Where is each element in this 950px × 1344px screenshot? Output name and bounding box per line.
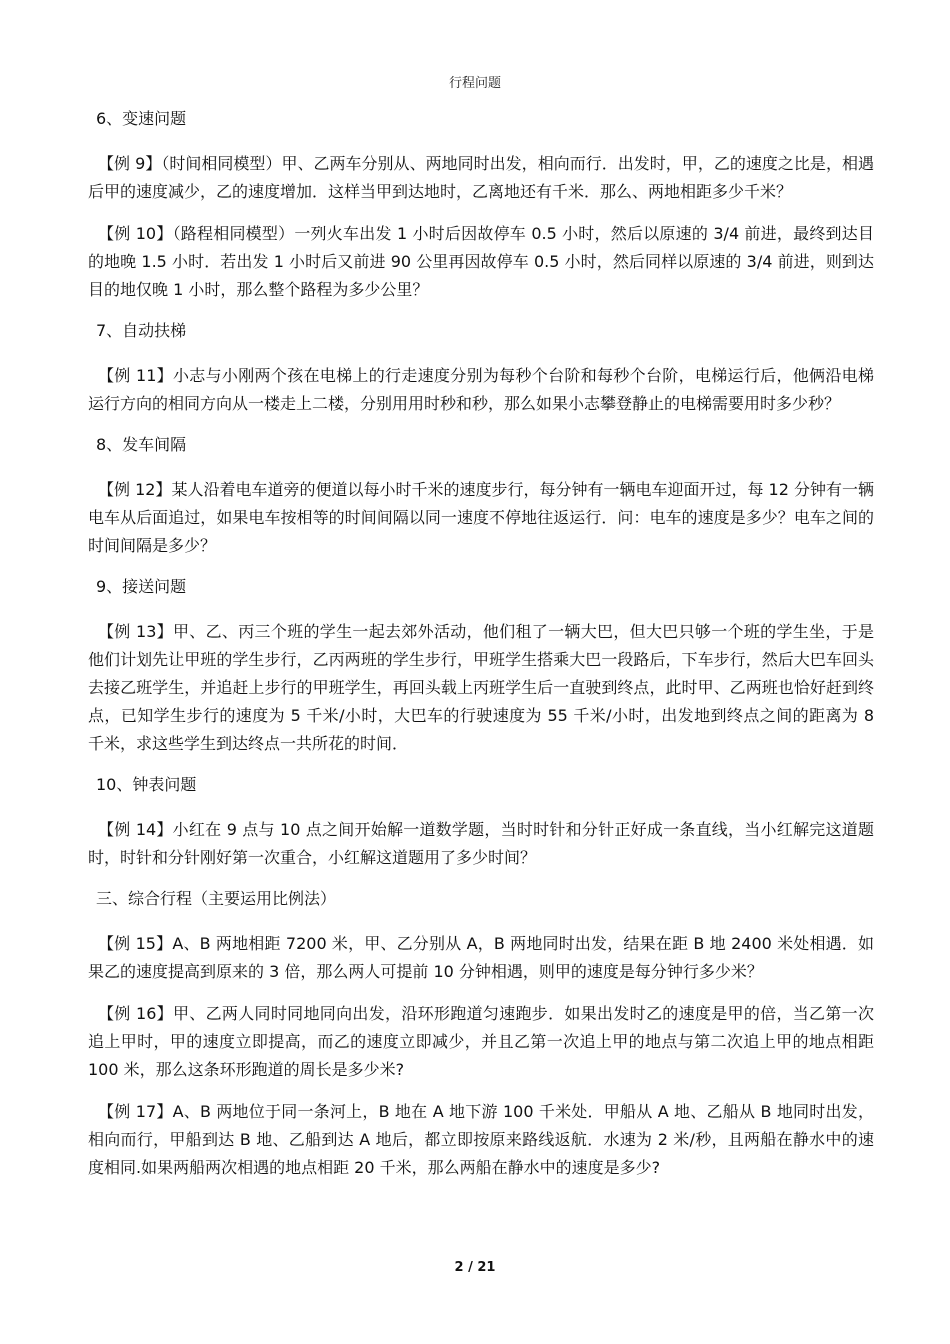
- example-12: [88, 476, 874, 560]
- document-body: [88, 102, 874, 1192]
- example-16: [88, 1000, 874, 1084]
- example-13: [88, 618, 874, 758]
- example-text: 小红在 9 点与 10 点之间开始解一道数学题，当时时针和分针正好成一条直线，当小红解完这道题时，时针和分针刚好第一次重合，小红解这道题用了多少时间？: [88, 820, 874, 867]
- page-header: 行程问题: [448, 76, 501, 91]
- example-10: [88, 220, 874, 304]
- example-label: 【例 11】: [98, 366, 173, 385]
- example-text: 甲、乙、丙三个班的学生一起去郊外活动，他们租了一辆大巴，但大巴只够一个班的学生坐，于是他们计划先让甲班的学生步行，乙丙两班的学生步行，甲班学生搭乘大巴一段路后，下车步行，然后大巴车回头去接乙班学生，并追赶上步行的甲班学生，再回头载上丙班学生后一直驶到终点，此时甲、乙两班也恰好赶到终点，已知学生步行的速度为 5 千米/小时，大巴车的行驶速度为 55 千米/小时，出发地到终点之间的距离为 8 千米，求这些学生到达终点一共所花的时间．: [88, 622, 874, 753]
- example-label: 【例 13】: [98, 622, 173, 641]
- example-15: [88, 930, 874, 986]
- example-14: [88, 816, 874, 872]
- example-label: 【例 10】: [98, 224, 173, 243]
- page-number: 2 / 21: [454, 1260, 496, 1275]
- section-departure-interval: [88, 428, 874, 560]
- example-9: [88, 150, 874, 206]
- section-comprehensive: [88, 882, 874, 1182]
- section-heading: 7、自动扶梯: [96, 321, 187, 340]
- section-variable-speed: [88, 102, 874, 304]
- example-label: 【例 12】: [98, 480, 172, 499]
- section-heading: 三、综合行程（主要运用比例法）: [96, 889, 337, 908]
- example-17: [88, 1098, 874, 1182]
- section-escalator: [88, 314, 874, 418]
- section-shuttle: [88, 570, 874, 758]
- example-label: 【例 15】: [98, 934, 173, 953]
- example-text: A、B 两地相距 7200 米，甲、乙分别从 A，B 两地同时出发，结果在距 B 地 2400 米处相遇．如果乙的速度提高到原来的 3 倍，那么两人可提前 10 分钟相遇，则甲的速度是每分钟行多少米？: [88, 934, 874, 981]
- example-text: A、B 两地位于同一条河上，B 地在 A 地下游 100 千米处．甲船从 A 地、乙船从 B 地同时出发，相向而行，甲船到达 B 地、乙船到达 A 地后，都立即按原来路线返航．水速为 2 米/秒，且两船在静水中的速度相同.如果两船两次相遇的地点相距 20 千米，那么两船在静水中的速度是多少?: [88, 1102, 874, 1177]
- example-label: 【例 17】: [98, 1102, 173, 1121]
- example-label: 【例 14】: [98, 820, 173, 839]
- example-text: 小志与小刚两个孩在电梯上的行走速度分别为每秒个台阶和每秒个台阶，电梯运行后，他俩沿电梯运行方向的相同方向从一楼走上二楼，分别用用时秒和秒，那么如果小志攀登静止的电梯需要用时多少秒？: [88, 366, 874, 413]
- example-text: 甲、乙两人同时同地同向出发，沿环形跑道匀速跑步．如果出发时乙的速度是甲的倍，当乙第一次追上甲时，甲的速度立即提高，而乙的速度立即减少，并且乙第一次追上甲的地点与第二次追上甲的地点相距 100 米，那么这条环形跑道的周长是多少米?: [88, 1004, 874, 1079]
- example-label: 【例 9】: [98, 154, 162, 173]
- example-text: 某人沿着电车道旁的便道以每小时千米的速度步行，每分钟有一辆电车迎面开过，每 12 分钟有一辆电车从后面追过，如果电车按相等的时间间隔以同一速度不停地往返运行．问：电车的速度是多少？电车之间的时间间隔是多少？: [88, 480, 874, 555]
- example-text: （路程相同模型）一列火车出发 1 小时后因故停车 0.5 小时，然后以原速的 3/4 前进，最终到达目的地晚 1.5 小时．若出发 1 小时后又前进 90 公里再因故停车 0.5 小时，然后同样以原速的 3/4 前进，则到达目的地仅晚 1 小时，那么整个路程为多少公里？: [88, 224, 874, 299]
- section-heading: 6、变速问题: [96, 109, 187, 128]
- section-clock: [88, 768, 874, 872]
- example-text: （时间相同模型）甲、乙两车分别从、两地同时出发，相向而行．出发时，甲，乙的速度之比是，相遇后甲的速度减少，乙的速度增加．这样当甲到达地时，乙离地还有千米．那么、两地相距多少千米？: [88, 154, 874, 201]
- section-heading: 10、钟表问题: [96, 775, 197, 794]
- example-label: 【例 16】: [98, 1004, 173, 1023]
- example-11: [88, 362, 874, 418]
- section-heading: 9、接送问题: [96, 577, 187, 596]
- section-heading: 8、发车间隔: [96, 435, 187, 454]
